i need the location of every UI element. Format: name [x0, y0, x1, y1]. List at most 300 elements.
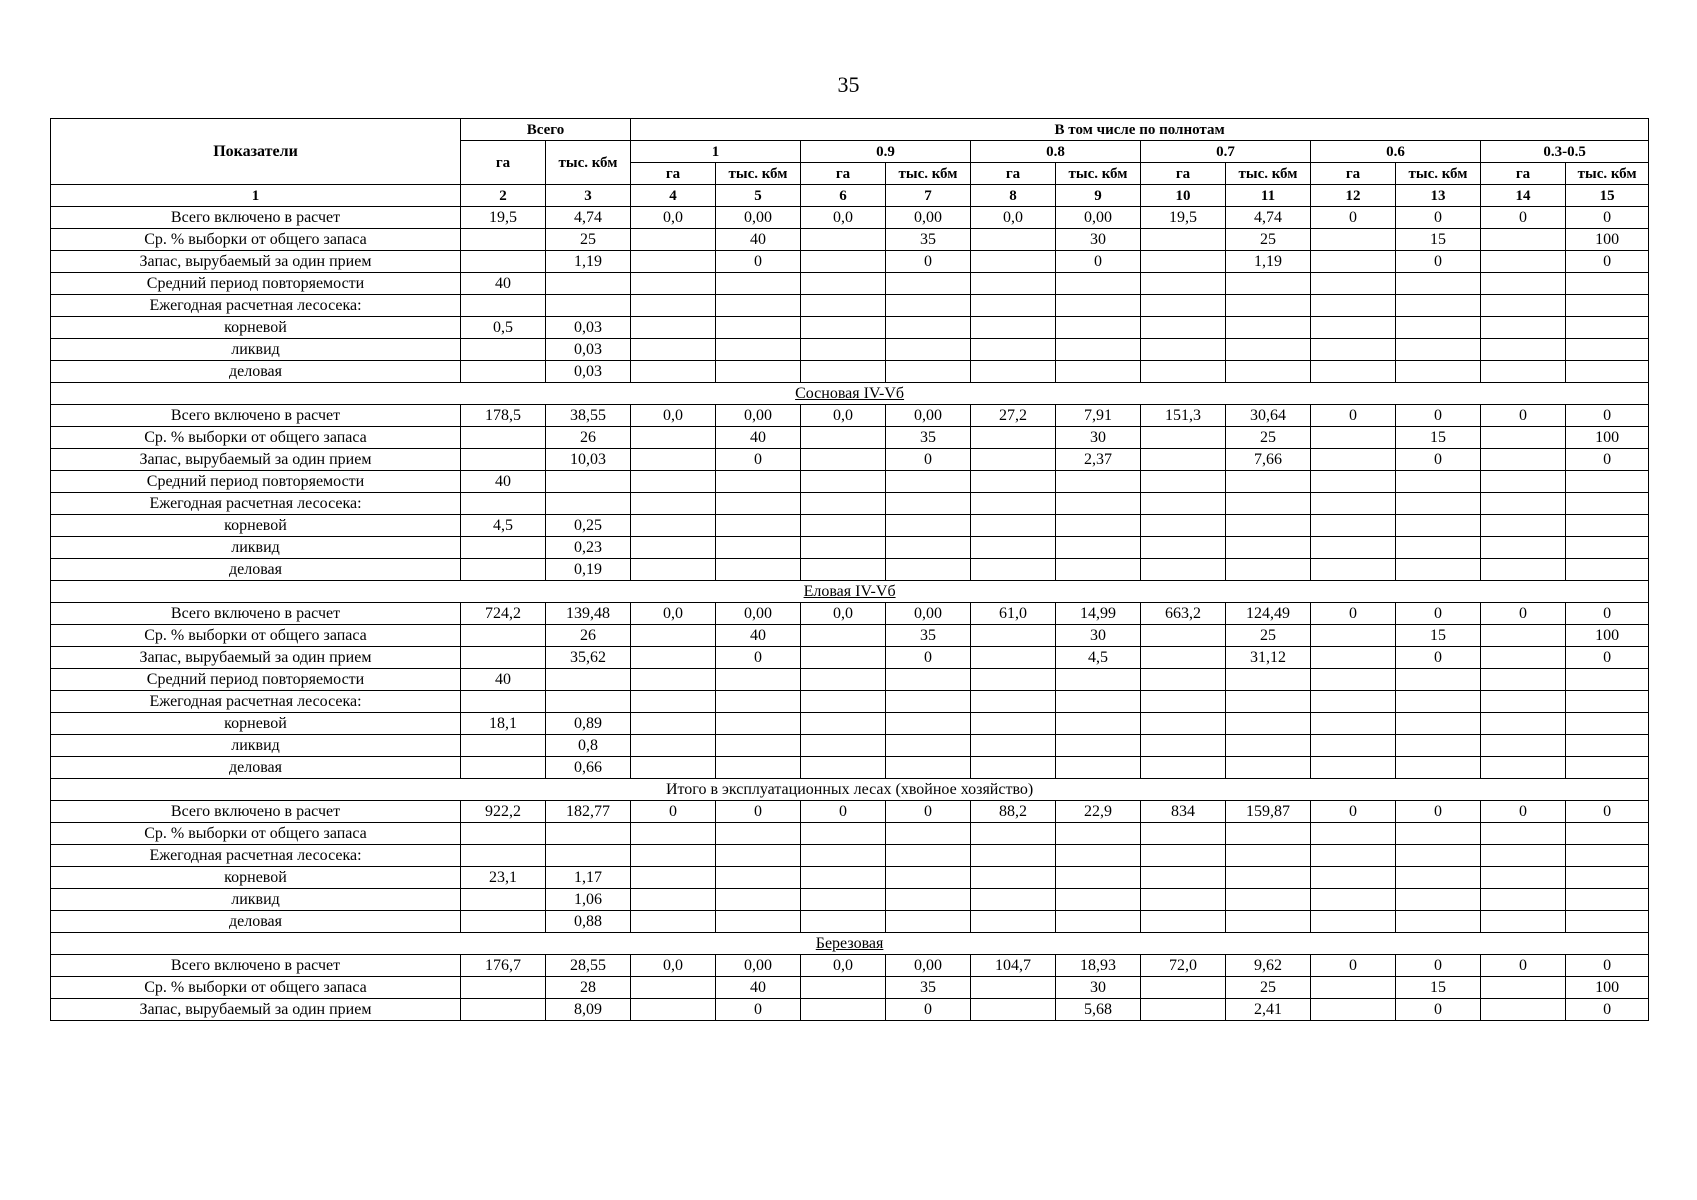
table-cell: 151,3: [1141, 405, 1226, 427]
table-cell: [716, 317, 801, 339]
table-cell: [1141, 735, 1226, 757]
page-number: 35: [837, 72, 860, 97]
table-row: [51, 823, 1649, 845]
column-numbers-row: [51, 185, 1649, 207]
table-cell: [886, 735, 971, 757]
header-total-ha: га: [461, 141, 546, 185]
table-cell: 0,03: [546, 317, 631, 339]
section-heading-row: [51, 779, 1649, 801]
table-cell: [716, 867, 801, 889]
table-cell: [801, 339, 886, 361]
table-cell: 0,8: [546, 735, 631, 757]
table-cell: [631, 515, 716, 537]
table-row: [51, 537, 1649, 559]
table-cell: 72,0: [1141, 955, 1226, 977]
table-cell: [1056, 845, 1141, 867]
table-cell: [461, 427, 546, 449]
table-cell: [1226, 845, 1311, 867]
table-cell: 7,66: [1226, 449, 1311, 471]
table-cell: [716, 471, 801, 493]
table-cell: [1396, 735, 1481, 757]
table-cell: 30: [1056, 229, 1141, 251]
table-cell: [1481, 669, 1566, 691]
table-cell: [1481, 317, 1566, 339]
table-cell: 0: [1481, 405, 1566, 427]
table-cell: 0: [1566, 251, 1649, 273]
table-cell: [886, 669, 971, 691]
table-cell: [1311, 999, 1396, 1021]
table-cell: 0: [1566, 207, 1649, 229]
table-cell: [1311, 449, 1396, 471]
table-cell: [1141, 911, 1226, 933]
table-cell: 30,64: [1226, 405, 1311, 427]
table-cell: [631, 889, 716, 911]
table-cell: 0: [1396, 999, 1481, 1021]
table-cell: [801, 625, 886, 647]
table-cell: [1226, 493, 1311, 515]
table-cell: [801, 515, 886, 537]
table-cell: [1566, 339, 1649, 361]
table-row: [51, 801, 1649, 823]
table-cell: [631, 823, 716, 845]
table-cell: [971, 427, 1056, 449]
table-cell: 0: [1311, 955, 1396, 977]
table-cell: [1056, 317, 1141, 339]
table-cell: [1141, 845, 1226, 867]
header-tkbm: тыс. кбм: [1396, 163, 1481, 185]
row-label: Всего включено в расчет: [51, 801, 461, 823]
section-heading: [51, 383, 1649, 405]
table-cell: [1141, 757, 1226, 779]
table-cell: [1481, 977, 1566, 999]
table-cell: 0,0: [801, 603, 886, 625]
table-cell: [1311, 295, 1396, 317]
header-total-tkbm: тыс. кбм: [546, 141, 631, 185]
row-label: Ср. % выборки от общего запаса: [51, 625, 461, 647]
row-label: Ежегодная расчетная лесосека:: [51, 845, 461, 867]
table-cell: [546, 471, 631, 493]
table-row: [51, 251, 1649, 273]
table-cell: [886, 515, 971, 537]
table-cell: [1141, 647, 1226, 669]
table-cell: [1056, 713, 1141, 735]
table-cell: [461, 999, 546, 1021]
table-row: [51, 405, 1649, 427]
row-label: Ср. % выборки от общего запаса: [51, 229, 461, 251]
table-cell: 178,5: [461, 405, 546, 427]
table-cell: [1481, 823, 1566, 845]
table-cell: [1226, 669, 1311, 691]
table-cell: [1566, 757, 1649, 779]
table-cell: [631, 471, 716, 493]
table-cell: [716, 889, 801, 911]
table-cell: [1396, 273, 1481, 295]
table-cell: 0,0: [801, 955, 886, 977]
table-cell: [1141, 977, 1226, 999]
table-cell: [716, 691, 801, 713]
header-tkbm: тыс. кбм: [1226, 163, 1311, 185]
table-cell: 0: [1311, 801, 1396, 823]
table-row: [51, 691, 1649, 713]
table-cell: [801, 647, 886, 669]
table-cell: [631, 691, 716, 713]
table-cell: [1056, 559, 1141, 581]
table-cell: [1481, 537, 1566, 559]
table-cell: [1141, 713, 1226, 735]
table-cell: [1481, 229, 1566, 251]
section-heading: [51, 779, 1649, 801]
table-cell: 0: [1396, 801, 1481, 823]
table-cell: [1141, 559, 1226, 581]
table-row: [51, 647, 1649, 669]
table-cell: [1311, 625, 1396, 647]
table-cell: [1141, 537, 1226, 559]
section-heading-row: [51, 933, 1649, 955]
table-cell: 104,7: [971, 955, 1056, 977]
table-cell: [886, 339, 971, 361]
table-cell: [546, 273, 631, 295]
table-cell: 1,17: [546, 867, 631, 889]
section-heading-row: [51, 383, 1649, 405]
table-cell: [1396, 515, 1481, 537]
table-cell: [631, 845, 716, 867]
table-cell: [546, 295, 631, 317]
row-label: деловая: [51, 911, 461, 933]
table-cell: 100: [1566, 977, 1649, 999]
table-cell: 0,00: [716, 603, 801, 625]
table-cell: [1311, 889, 1396, 911]
table-cell: [631, 295, 716, 317]
row-label: Ср. % выборки от общего запаса: [51, 427, 461, 449]
table-cell: 9,62: [1226, 955, 1311, 977]
table-cell: 27,2: [971, 405, 1056, 427]
table-cell: 0: [1481, 207, 1566, 229]
table-cell: [1566, 867, 1649, 889]
table-cell: [971, 515, 1056, 537]
table-cell: [1056, 823, 1141, 845]
table-cell: 28: [546, 977, 631, 999]
table-cell: 0: [1566, 449, 1649, 471]
column-number: 14: [1481, 185, 1566, 207]
table-cell: [801, 977, 886, 999]
table-cell: [1566, 713, 1649, 735]
table-cell: [1566, 691, 1649, 713]
table-cell: [1056, 471, 1141, 493]
table-cell: 10,03: [546, 449, 631, 471]
table-cell: 0: [1311, 405, 1396, 427]
table-row: [51, 515, 1649, 537]
table-cell: 922,2: [461, 801, 546, 823]
table-cell: 88,2: [971, 801, 1056, 823]
table-cell: 0,00: [716, 405, 801, 427]
table-cell: [1311, 823, 1396, 845]
table-cell: [1056, 867, 1141, 889]
table-cell: 19,5: [461, 207, 546, 229]
table-cell: [716, 515, 801, 537]
table-cell: [461, 295, 546, 317]
table-cell: [1226, 537, 1311, 559]
table-cell: [1141, 999, 1226, 1021]
table-cell: [801, 251, 886, 273]
table-cell: 0: [886, 449, 971, 471]
table-cell: [1566, 471, 1649, 493]
table-cell: [1311, 251, 1396, 273]
table-cell: 0,0: [631, 955, 716, 977]
table-cell: 4,5: [1056, 647, 1141, 669]
table-cell: 4,5: [461, 515, 546, 537]
table-cell: [461, 449, 546, 471]
row-label: корневой: [51, 317, 461, 339]
table-cell: [461, 889, 546, 911]
table-cell: [801, 273, 886, 295]
table-cell: [1226, 339, 1311, 361]
row-label: Всего включено в расчет: [51, 603, 461, 625]
table-cell: [631, 735, 716, 757]
table-cell: 0,0: [631, 405, 716, 427]
table-cell: 0,0: [631, 207, 716, 229]
table-cell: 100: [1566, 625, 1649, 647]
table-cell: [1056, 889, 1141, 911]
table-cell: [801, 911, 886, 933]
table-cell: 0: [716, 647, 801, 669]
table-cell: [631, 251, 716, 273]
table-cell: [716, 757, 801, 779]
table-cell: 100: [1566, 427, 1649, 449]
table-cell: [1226, 273, 1311, 295]
table-cell: [1396, 559, 1481, 581]
table-cell: [1396, 317, 1481, 339]
table-cell: 18,1: [461, 713, 546, 735]
table-cell: [1566, 493, 1649, 515]
table-cell: 30: [1056, 977, 1141, 999]
table-cell: 0: [1566, 603, 1649, 625]
table-cell: [1311, 361, 1396, 383]
table-cell: [1226, 471, 1311, 493]
table-cell: [716, 911, 801, 933]
table-cell: [716, 493, 801, 515]
table-cell: [1226, 317, 1311, 339]
table-row: [51, 471, 1649, 493]
table-cell: [716, 273, 801, 295]
table-cell: [461, 735, 546, 757]
table-cell: [971, 823, 1056, 845]
row-label: Средний период повторяемости: [51, 669, 461, 691]
table-cell: 2,37: [1056, 449, 1141, 471]
table-cell: [1396, 295, 1481, 317]
table-cell: 176,7: [461, 955, 546, 977]
table-cell: 35: [886, 427, 971, 449]
table-cell: [1396, 757, 1481, 779]
table-cell: [461, 911, 546, 933]
table-cell: [716, 559, 801, 581]
column-number: 3: [546, 185, 631, 207]
table-cell: 25: [546, 229, 631, 251]
table-cell: [886, 361, 971, 383]
header-ha: га: [801, 163, 886, 185]
table-cell: [1481, 713, 1566, 735]
table-cell: [716, 669, 801, 691]
header-including-densities: В том числе по полнотам: [631, 119, 1649, 141]
table-cell: 0: [1396, 251, 1481, 273]
table-cell: [1481, 559, 1566, 581]
table-row: [51, 317, 1649, 339]
table-cell: [801, 691, 886, 713]
table-cell: [546, 493, 631, 515]
table-cell: [546, 845, 631, 867]
table-cell: [461, 537, 546, 559]
table-cell: [461, 559, 546, 581]
table-cell: [631, 713, 716, 735]
table-cell: [546, 691, 631, 713]
column-number: 13: [1396, 185, 1481, 207]
table-cell: [1141, 823, 1226, 845]
section-title: Итого в эксплуатационных лесах (хвойное хозяйство): [665, 780, 1034, 798]
table-cell: [461, 823, 546, 845]
table-row: [51, 493, 1649, 515]
table-cell: [1056, 361, 1141, 383]
table-cell: [1141, 273, 1226, 295]
table-cell: [801, 471, 886, 493]
table-cell: 4,74: [546, 207, 631, 229]
table-cell: [1056, 273, 1141, 295]
table-cell: [1566, 911, 1649, 933]
table-cell: [886, 559, 971, 581]
table-cell: [1311, 339, 1396, 361]
header-total: Всего: [461, 119, 631, 141]
table-cell: [1226, 911, 1311, 933]
table-cell: 0: [1481, 801, 1566, 823]
table-cell: [1481, 845, 1566, 867]
table-cell: [1226, 757, 1311, 779]
table-cell: [971, 647, 1056, 669]
table-cell: 0,03: [546, 339, 631, 361]
table-cell: [1396, 339, 1481, 361]
table-cell: [801, 449, 886, 471]
table-cell: 1,19: [1226, 251, 1311, 273]
table-cell: [1481, 295, 1566, 317]
table-cell: [1226, 823, 1311, 845]
header-tkbm: тыс. кбм: [1056, 163, 1141, 185]
column-number: 5: [716, 185, 801, 207]
table-cell: [1226, 295, 1311, 317]
table-cell: 14,99: [1056, 603, 1141, 625]
table-cell: 0: [801, 801, 886, 823]
section-heading-row: [51, 581, 1649, 603]
row-label: ликвид: [51, 537, 461, 559]
row-label: Запас, вырубаемый за один прием: [51, 251, 461, 273]
table-cell: [546, 823, 631, 845]
row-label: Ежегодная расчетная лесосека:: [51, 493, 461, 515]
table-cell: [461, 361, 546, 383]
table-cell: [886, 317, 971, 339]
table-cell: [971, 889, 1056, 911]
table-cell: [1566, 273, 1649, 295]
table-cell: [1141, 229, 1226, 251]
table-row: [51, 229, 1649, 251]
table-cell: [716, 537, 801, 559]
table-cell: 40: [716, 977, 801, 999]
table-cell: 0,00: [886, 405, 971, 427]
table-cell: 1,19: [546, 251, 631, 273]
table-cell: [801, 537, 886, 559]
table-cell: 0,00: [716, 955, 801, 977]
table-cell: [801, 713, 886, 735]
table-cell: [1396, 361, 1481, 383]
column-number: 11: [1226, 185, 1311, 207]
table-cell: [971, 339, 1056, 361]
table-cell: [801, 823, 886, 845]
table-cell: [1141, 889, 1226, 911]
table-cell: [1311, 845, 1396, 867]
table-cell: [1311, 273, 1396, 295]
table-cell: [971, 735, 1056, 757]
header-indicator: Показатели: [51, 119, 461, 185]
table-cell: [971, 559, 1056, 581]
table-cell: 0: [886, 251, 971, 273]
table-cell: [971, 999, 1056, 1021]
row-label: Всего включено в расчет: [51, 955, 461, 977]
table-cell: 0,88: [546, 911, 631, 933]
table-cell: 0: [1056, 251, 1141, 273]
table-cell: [631, 757, 716, 779]
table-cell: 0: [1311, 207, 1396, 229]
row-label: Всего включено в расчет: [51, 207, 461, 229]
table-cell: [1396, 845, 1481, 867]
header-tkbm: тыс. кбм: [1566, 163, 1649, 185]
table-cell: [1481, 251, 1566, 273]
table-cell: 25: [1226, 229, 1311, 251]
table-cell: [1056, 669, 1141, 691]
table-cell: [1311, 735, 1396, 757]
table-cell: 15: [1396, 977, 1481, 999]
table-cell: [716, 735, 801, 757]
table-cell: 18,93: [1056, 955, 1141, 977]
table-cell: 22,9: [1056, 801, 1141, 823]
table-cell: [971, 361, 1056, 383]
forest-calculation-table: [50, 118, 1649, 1021]
table-cell: [1566, 361, 1649, 383]
table-row: [51, 361, 1649, 383]
table-cell: 0,00: [1056, 207, 1141, 229]
row-label: корневой: [51, 713, 461, 735]
table-cell: 31,12: [1226, 647, 1311, 669]
table-cell: [1396, 691, 1481, 713]
table-row: [51, 867, 1649, 889]
column-number: 10: [1141, 185, 1226, 207]
table-cell: [1481, 625, 1566, 647]
table-cell: [801, 559, 886, 581]
header-ha: га: [1481, 163, 1566, 185]
table-cell: 35: [886, 977, 971, 999]
table-cell: 0: [886, 999, 971, 1021]
table-cell: [1141, 493, 1226, 515]
table-cell: 0,00: [886, 955, 971, 977]
table-cell: [631, 317, 716, 339]
table-cell: 0,00: [886, 207, 971, 229]
table-cell: [1311, 977, 1396, 999]
table-cell: [631, 559, 716, 581]
table-cell: 0,00: [716, 207, 801, 229]
table-cell: [1056, 911, 1141, 933]
table-cell: 35: [886, 229, 971, 251]
table-cell: 0,03: [546, 361, 631, 383]
table-cell: [1311, 537, 1396, 559]
table-row: [51, 713, 1649, 735]
table-cell: [801, 735, 886, 757]
table-cell: [971, 317, 1056, 339]
table-cell: 0: [1566, 405, 1649, 427]
table-cell: [971, 449, 1056, 471]
